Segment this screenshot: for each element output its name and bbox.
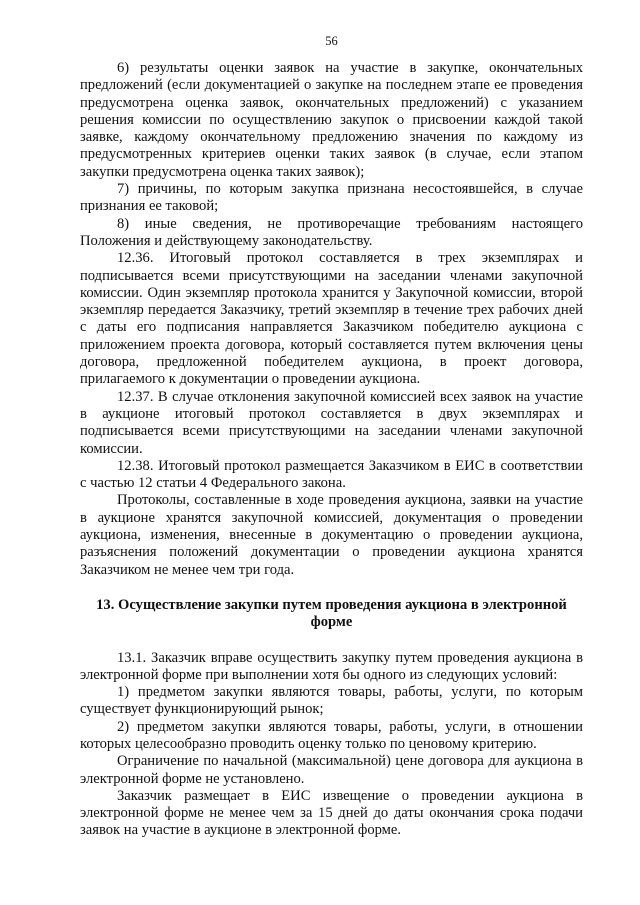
- paragraph-protocols-storage: Протоколы, составленные в ходе проведения аукциона, заявки на участие в аукционе хранятся закупочной комиссией, документация о проведении аукциона, изменения, внесенные в документацию о проведении аукциона, разъяснения положений документации о проведении аукциона хранятся Заказчиком не менее чем три года.: [80, 492, 583, 578]
- page-number: 56: [325, 34, 338, 48]
- section-13-heading: 13. Осуществление закупки путем проведения аукциона в электронной форме: [96, 596, 567, 631]
- paragraph-12-36: 12.36. Итоговый протокол составляется в трех экземплярах и подписывается всеми присутствующими на заседании членами закупочной комиссии. Один экземпляр протокола хранится у Закупочной комиссии, второй экземпляр передается Заказчику, третий экземпляр в течение трех рабочих дней с даты его подписания направляется Заказчиком победителю аукциона с приложением проекта договора, который составляется путем включения цены договора, предложенной победителем аукциона, в проект договора, прилагаемого к документации о проведении аукциона.: [80, 250, 583, 388]
- paragraph-condition-1: 1) предметом закупки являются товары, работы, услуги, по которым существует функционирующий рынок;: [80, 684, 583, 718]
- spacer: [80, 579, 583, 597]
- paragraph-price-limit: Ограничение по начальной (максимальной) цене договора для аукциона в электронной форме не установлено.: [80, 753, 583, 787]
- paragraph-13-1: 13.1. Заказчик вправе осуществить закупку путем проведения аукциона в электронной форме при выполнении хотя бы одного из следующих условий:: [80, 649, 583, 683]
- spacer: [80, 632, 583, 650]
- paragraph-condition-2: 2) предметом закупки являются товары, работы, услуги, в отношении которых целесообразно проводить оценку только по ценовому критерию.: [80, 718, 583, 752]
- paragraph-12-37: 12.37. В случае отклонения закупочной комиссией всех заявок на участие в аукционе итоговый протокол составляется в двух экземплярах и подписывается всеми присутствующими на заседании членами закупочной комиссии.: [80, 388, 583, 457]
- paragraph-item-6: 6) результаты оценки заявок на участие в закупке, окончательных предложений (если документацией о закупке на последнем этапе ее проведения предусмотрена оценка заявок, окончательных предложений) с указанием решения комиссии по осуществлению закупок о присвоении каждой такой заявке, каждому окончательному предложению значения по каждому из предусмотренных критериев оценки таких заявок (в случае, если этапом закупки предусмотрена оценка таких заявок);: [80, 60, 583, 180]
- paragraph-notice-placement: Заказчик размещает в ЕИС извещение о проведении аукциона в электронной форме не менее чем за 15 дней до даты окончания срока подачи заявок на участие в аукционе в электронной форме.: [80, 787, 583, 839]
- paragraph-12-38: 12.38. Итоговый протокол размещается Заказчиком в ЕИС в соответствии с частью 12 статьи 4 Федерального закона.: [80, 457, 583, 492]
- paragraph-item-8: 8) иные сведения, не противоречащие требованиям настоящего Положения и действующему законодательству.: [80, 215, 583, 249]
- paragraph-item-7: 7) причины, по которым закупка признана несостоявшейся, в случае признания ее таковой;: [80, 181, 583, 215]
